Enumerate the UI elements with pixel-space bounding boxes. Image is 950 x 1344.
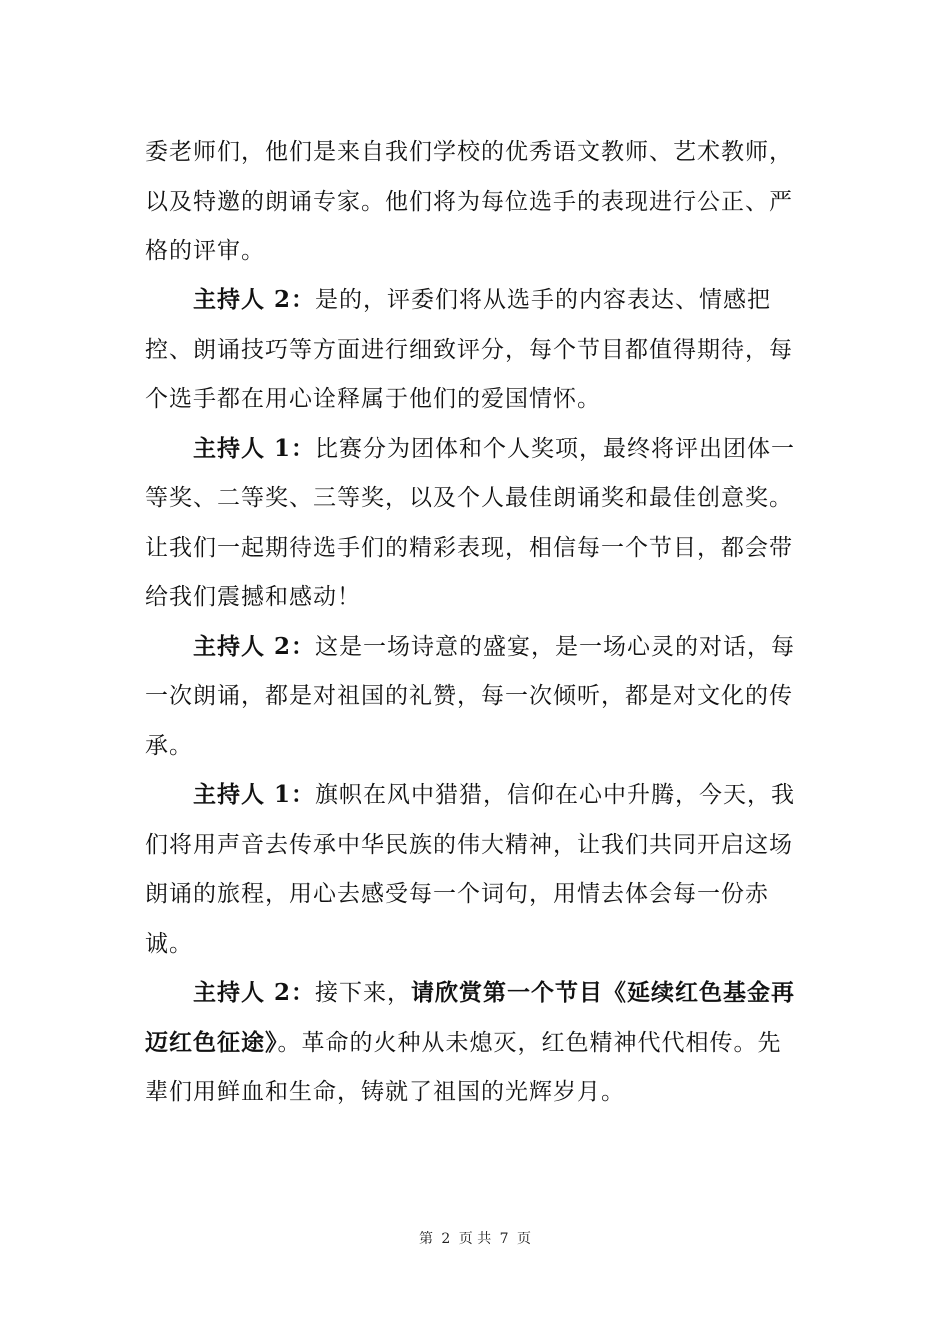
- paragraph-first-line: [193, 978, 795, 1008]
- text-line: 让我们一起期待选手们的精彩表现，相信每一个节目，都会带: [145, 535, 793, 561]
- text-line: 控、朗诵技巧等方面进行细致评分，每个节目都值得期待，每: [145, 337, 793, 363]
- text-line: 诚。: [145, 931, 193, 957]
- text-line: 等奖、二等奖、三等奖，以及个人最佳朗诵奖和最佳创意奖。: [145, 485, 793, 511]
- speaker-label: 主持人 1：: [193, 435, 316, 462]
- footer-suffix: 页: [517, 1231, 532, 1247]
- text-line: 承。: [145, 733, 193, 759]
- footer-mid: 页 共: [458, 1231, 492, 1247]
- speaker-label: 主持人 2：: [193, 979, 316, 1006]
- paragraph-first-line: [193, 780, 795, 810]
- paragraph-first-line: [193, 285, 771, 315]
- footer-prefix: 第: [418, 1231, 433, 1247]
- text-span: 比赛分为团体和个人奖项，最终将评出团体一: [315, 436, 796, 462]
- text-span: 。革命的火种从未熄灭，红色精神代代相传。先: [277, 1030, 782, 1056]
- text-line: 个选手都在用心诠释属于他们的爱国情怀。: [145, 386, 601, 412]
- text-line: 格的评审。: [145, 238, 265, 264]
- text-line: 们将用声音去传承中华民族的伟大精神，让我们共同开启这场: [145, 832, 793, 858]
- text-line: 朗诵的旅程，用心去感受每一个词句，用情去体会每一份赤: [145, 881, 769, 907]
- text-span: 是的，评委们将从选手的内容表达、情感把: [315, 287, 772, 313]
- current-page-number: 2: [441, 1231, 451, 1247]
- text-line: [145, 1028, 782, 1058]
- text-line: 一次朗诵，都是对祖国的礼赞，每一次倾听，都是对文化的传: [145, 683, 793, 709]
- speaker-label: 主持人 2：: [193, 633, 316, 660]
- total-page-count: 7: [499, 1231, 509, 1247]
- paragraph-first-line: [193, 632, 795, 662]
- text-span: 旗帜在风中猎猎，信仰在心中升腾，今天，我: [315, 782, 796, 808]
- text-line: 以及特邀的朗诵专家。他们将为每位选手的表现进行公正、严: [145, 189, 793, 215]
- text-line: 辈们用鲜血和生命，铸就了祖国的光辉岁月。: [145, 1079, 625, 1105]
- program-title-bold: 迈红色征途》: [145, 1029, 278, 1056]
- program-title-bold: 请欣赏第一个节目《延续红色基金再: [411, 979, 796, 1006]
- page-footer: [0, 1228, 950, 1248]
- text-span: 接下来，: [315, 980, 412, 1006]
- text-line: 给我们震撼和感动！: [145, 584, 361, 610]
- paragraph-first-line: [193, 434, 795, 464]
- text-span: 这是一场诗意的盛宴，是一场心灵的对话，每: [315, 634, 796, 660]
- speaker-label: 主持人 1：: [193, 781, 316, 808]
- speaker-label: 主持人 2：: [193, 286, 316, 313]
- text-line: 委老师们，他们是来自我们学校的优秀语文教师、艺术教师，: [145, 139, 793, 165]
